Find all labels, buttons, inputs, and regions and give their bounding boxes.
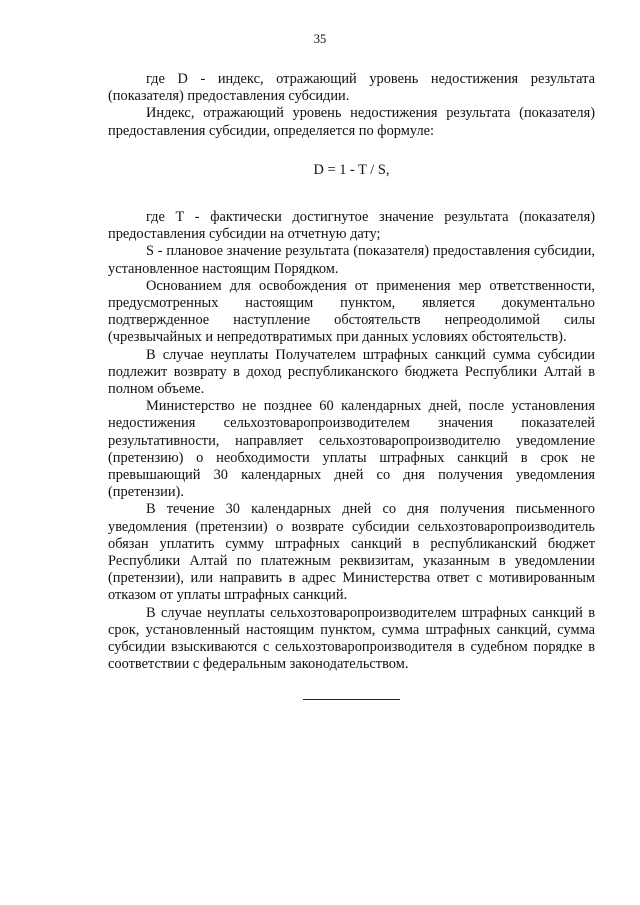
- paragraph-nonpayment-refund: В случае неуплаты Получателем штрафных санкций сумма субсидии подлежит возврату в доход республиканского бюджета Республики Алтай в полном объеме.: [108, 346, 595, 398]
- paragraph-force-majeure: Основанием для освобождения от применения мер ответственности, предусмотренных настоящим пунктом, является документально подтвержденное наступление обстоятельств непреодолимой силы (чрезвычайных и непредотвратимых при данных условиях обстоятельств).: [108, 277, 595, 346]
- paragraph-ministry-notice: Министерство не позднее 60 календарных дней, после установления недостижения сельхозтоваропроизводителем значения показателей результативности, направляет сельхозтоваропроизводителю уведомление (претензию) о необходимости уплаты штрафных санкций в срок не превышающий 30 календарных дней со дня получения уведомления (претензии).: [108, 398, 595, 501]
- paragraph-index-definition: где D - индекс, отражающий уровень недостижения результата (показателя) предоставления субсидии.: [108, 71, 595, 105]
- end-of-document-line: [303, 699, 400, 700]
- formula: D = 1 - T / S,: [313, 161, 390, 178]
- paragraph-formula-intro: Индекс, отражающий уровень недостижения результата (показателя) предоставления субсидии, определяется по формуле:: [108, 105, 595, 139]
- paragraph-s-definition: S - плановое значение результата (показателя) предоставления субсидии, установленное настоящим Порядком.: [108, 243, 595, 277]
- page-number: 35: [313, 32, 327, 46]
- paragraph-court-recovery: В случае неуплаты сельхозтоваропроизводителем штрафных санкций в срок, установленный настоящим пунктом, сумма штрафных санкций, сумма субсидии взыскиваются с сельхозтоваропроизводителя в судебном порядке в соответствии с федеральным законодательством.: [108, 604, 595, 673]
- document-body: [108, 71, 595, 674]
- paragraph-payment-deadline: В течение 30 календарных дней со дня получения письменного уведомления (претензии) о возврате субсидии сельхозтоваропроизводитель обязан уплатить сумму штрафных санкций в республиканский бюджет Республики Алтай по платежным реквизитам, указанным в уведомлении (претензии), или направить в адрес Министерства ответ с мотивированным отказом от уплаты штрафных санкций.: [108, 501, 595, 604]
- paragraph-t-definition: где T - фактически достигнутое значение результата (показателя) предоставления субсидии на отчетную дату;: [108, 209, 595, 243]
